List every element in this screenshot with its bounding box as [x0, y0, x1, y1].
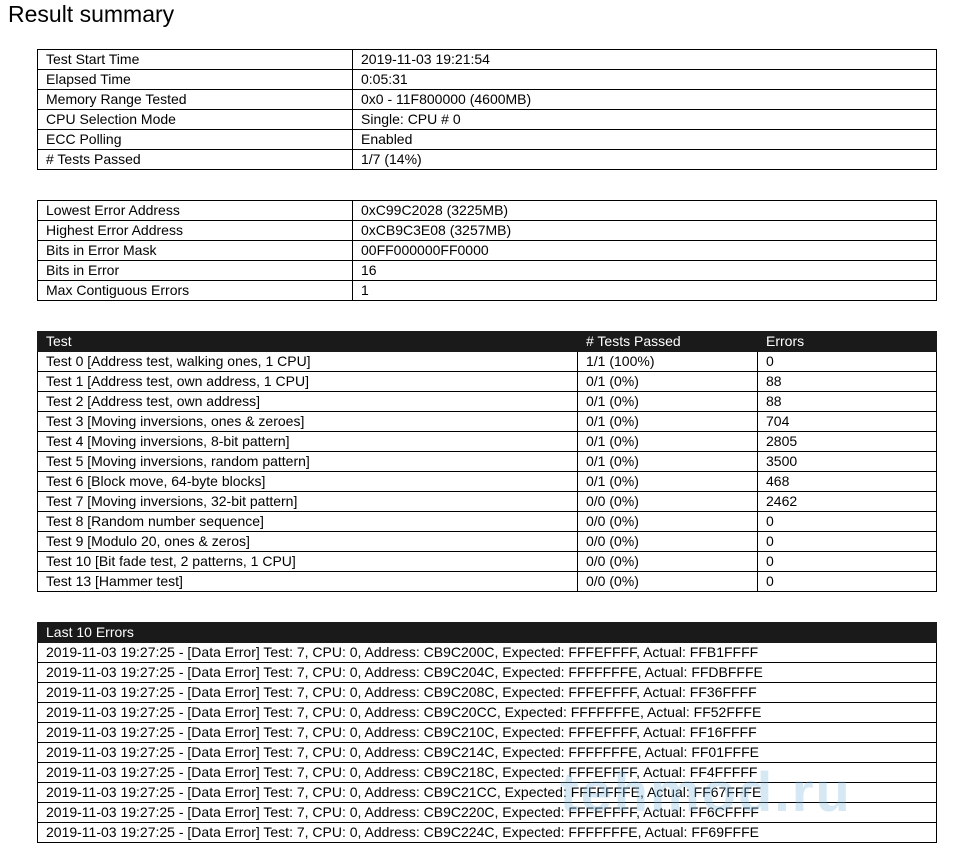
tests-passed-cell: 0/1 (0%): [578, 472, 758, 492]
test-name-cell: Test 3 [Moving inversions, ones & zeroes]: [38, 412, 578, 432]
row-label: Bits in Error Mask: [38, 241, 353, 261]
table-row: [38, 532, 937, 552]
table-row: [38, 261, 937, 281]
test-name-cell: Test 8 [Random number sequence]: [38, 512, 578, 532]
last-errors-header: Last 10 Errors: [38, 623, 937, 643]
row-label: Bits in Error: [38, 261, 353, 281]
row-label: Test Start Time: [38, 50, 353, 70]
tests-table-body: [38, 352, 937, 592]
last-errors-table-body: [38, 643, 937, 843]
tests-passed-cell: 0/1 (0%): [578, 452, 758, 472]
test-name-cell: Test 10 [Bit fade test, 2 patterns, 1 CPU]: [38, 552, 578, 572]
tests-header-passed: # Tests Passed: [578, 332, 758, 352]
table-row: [38, 683, 937, 703]
tests-table: [37, 331, 937, 592]
row-value: 0:05:31: [353, 70, 937, 90]
errors-cell: 0: [758, 572, 937, 592]
last-errors-header-row: [38, 623, 937, 643]
error-log-entry: 2019-11-03 19:27:25 - [Data Error] Test: 7, CPU: 0, Address: CB9C200C, Expected: FFFEFFFF, Actual: FFB1FFFF: [38, 643, 937, 663]
table-row: [38, 703, 937, 723]
table-row: [38, 723, 937, 743]
table-row: [38, 110, 937, 130]
test-name-cell: Test 2 [Address test, own address]: [38, 392, 578, 412]
test-name-cell: Test 9 [Modulo 20, ones & zeros]: [38, 532, 578, 552]
tests-passed-cell: 0/0 (0%): [578, 492, 758, 512]
test-name-cell: Test 0 [Address test, walking ones, 1 CPU]: [38, 352, 578, 372]
tests-passed-cell: 0/0 (0%): [578, 532, 758, 552]
tests-header-errors: Errors: [758, 332, 937, 352]
row-value: 0xC99C2028 (3225MB): [353, 201, 937, 221]
table-row: [38, 241, 937, 261]
test-name-cell: Test 4 [Moving inversions, 8-bit pattern]: [38, 432, 578, 452]
watermark-logo: tehmod.ru: [560, 760, 852, 823]
tests-passed-cell: 0/1 (0%): [578, 392, 758, 412]
error-info-table: [37, 200, 937, 301]
error-log-entry: 2019-11-03 19:27:25 - [Data Error] Test: 7, CPU: 0, Address: CB9C218C, Expected: FFFEFFFF, Actual: FF4FFFFF: [38, 763, 937, 783]
table-row: [38, 372, 937, 392]
table-row: [38, 412, 937, 432]
errors-cell: 0: [758, 532, 937, 552]
table-row: [38, 150, 937, 170]
tests-passed-cell: 0/0 (0%): [578, 572, 758, 592]
tests-header-test: Test: [38, 332, 578, 352]
table-row: [38, 743, 937, 763]
errors-cell: 3500: [758, 452, 937, 472]
errors-cell: 0: [758, 512, 937, 532]
row-value: 0xCB9C3E08 (3257MB): [353, 221, 937, 241]
row-value: 0x0 - 11F800000 (4600MB): [353, 90, 937, 110]
tests-header-row: [38, 332, 937, 352]
errors-cell: 2462: [758, 492, 937, 512]
table-row: [38, 643, 937, 663]
test-name-cell: Test 13 [Hammer test]: [38, 572, 578, 592]
test-name-cell: Test 7 [Moving inversions, 32-bit pattern]: [38, 492, 578, 512]
tests-passed-cell: 0/1 (0%): [578, 432, 758, 452]
table-row: [38, 492, 937, 512]
tests-passed-cell: 0/1 (0%): [578, 372, 758, 392]
errors-cell: 88: [758, 392, 937, 412]
row-label: Memory Range Tested: [38, 90, 353, 110]
errors-cell: 2805: [758, 432, 937, 452]
errors-cell: 704: [758, 412, 937, 432]
table-row: [38, 823, 937, 843]
tests-passed-cell: 0/0 (0%): [578, 512, 758, 532]
table-row: [38, 512, 937, 532]
error-log-entry: 2019-11-03 19:27:25 - [Data Error] Test: 7, CPU: 0, Address: CB9C208C, Expected: FFFEFFFF, Actual: FF36FFFF: [38, 683, 937, 703]
error-log-entry: 2019-11-03 19:27:25 - [Data Error] Test: 7, CPU: 0, Address: CB9C224C, Expected: FFFFFFFE, Actual: FF69FFFE: [38, 823, 937, 843]
error-log-entry: 2019-11-03 19:27:25 - [Data Error] Test: 7, CPU: 0, Address: CB9C210C, Expected: FFFEFFFF, Actual: FF16FFFF: [38, 723, 937, 743]
row-label: Elapsed Time: [38, 70, 353, 90]
row-value: 1: [353, 281, 937, 301]
page-title: Result summary: [8, 1, 175, 27]
summary-table: [37, 49, 937, 170]
table-row: [38, 663, 937, 683]
table-row: [38, 763, 937, 783]
table-row: [38, 130, 937, 150]
row-value: 2019-11-03 19:21:54: [353, 50, 937, 70]
table-row: [38, 572, 937, 592]
table-row: [38, 221, 937, 241]
errors-cell: 0: [758, 552, 937, 572]
table-row: [38, 70, 937, 90]
row-label: ECC Polling: [38, 130, 353, 150]
test-name-cell: Test 6 [Block move, 64-byte blocks]: [38, 472, 578, 492]
table-row: [38, 352, 937, 372]
table-row: [38, 552, 937, 572]
errors-cell: 88: [758, 372, 937, 392]
last-errors-table: [37, 622, 937, 843]
row-label: CPU Selection Mode: [38, 110, 353, 130]
tests-passed-cell: 0/0 (0%): [578, 552, 758, 572]
table-row: [38, 201, 937, 221]
tests-passed-cell: 0/1 (0%): [578, 412, 758, 432]
row-label: # Tests Passed: [38, 150, 353, 170]
error-log-entry: 2019-11-03 19:27:25 - [Data Error] Test: 7, CPU: 0, Address: CB9C20CC, Expected: FFFFFFFE, Actual: FF52FFFE: [38, 703, 937, 723]
row-label: Highest Error Address: [38, 221, 353, 241]
table-row: [38, 50, 937, 70]
error-log-entry: 2019-11-03 19:27:25 - [Data Error] Test: 7, CPU: 0, Address: CB9C220C, Expected: FFFEFFFF, Actual: FF6CFFFF: [38, 803, 937, 823]
table-row: [38, 452, 937, 472]
errors-cell: 0: [758, 352, 937, 372]
table-row: [38, 432, 937, 452]
table-row: [38, 803, 937, 823]
row-value: 00FF000000FF0000: [353, 241, 937, 261]
row-value: Single: CPU # 0: [353, 110, 937, 130]
error-log-entry: 2019-11-03 19:27:25 - [Data Error] Test: 7, CPU: 0, Address: CB9C214C, Expected: FFFFFFFE, Actual: FF01FFFE: [38, 743, 937, 763]
test-name-cell: Test 1 [Address test, own address, 1 CPU]: [38, 372, 578, 392]
error-log-entry: 2019-11-03 19:27:25 - [Data Error] Test: 7, CPU: 0, Address: CB9C204C, Expected: FFFFFFFE, Actual: FFDBFFFE: [38, 663, 937, 683]
table-row: [38, 783, 937, 803]
table-row: [38, 281, 937, 301]
error-log-entry: 2019-11-03 19:27:25 - [Data Error] Test: 7, CPU: 0, Address: CB9C21CC, Expected: FFFFFFFE, Actual: FF67FFFE: [38, 783, 937, 803]
errors-cell: 468: [758, 472, 937, 492]
tests-passed-cell: 1/1 (100%): [578, 352, 758, 372]
row-label: Max Contiguous Errors: [38, 281, 353, 301]
row-label: Lowest Error Address: [38, 201, 353, 221]
error-info-table-body: [38, 201, 937, 301]
row-value: 16: [353, 261, 937, 281]
row-value: Enabled: [353, 130, 937, 150]
table-row: [38, 392, 937, 412]
summary-table-body: [38, 50, 937, 170]
row-value: 1/7 (14%): [353, 150, 937, 170]
table-row: [38, 472, 937, 492]
table-row: [38, 90, 937, 110]
test-name-cell: Test 5 [Moving inversions, random pattern]: [38, 452, 578, 472]
